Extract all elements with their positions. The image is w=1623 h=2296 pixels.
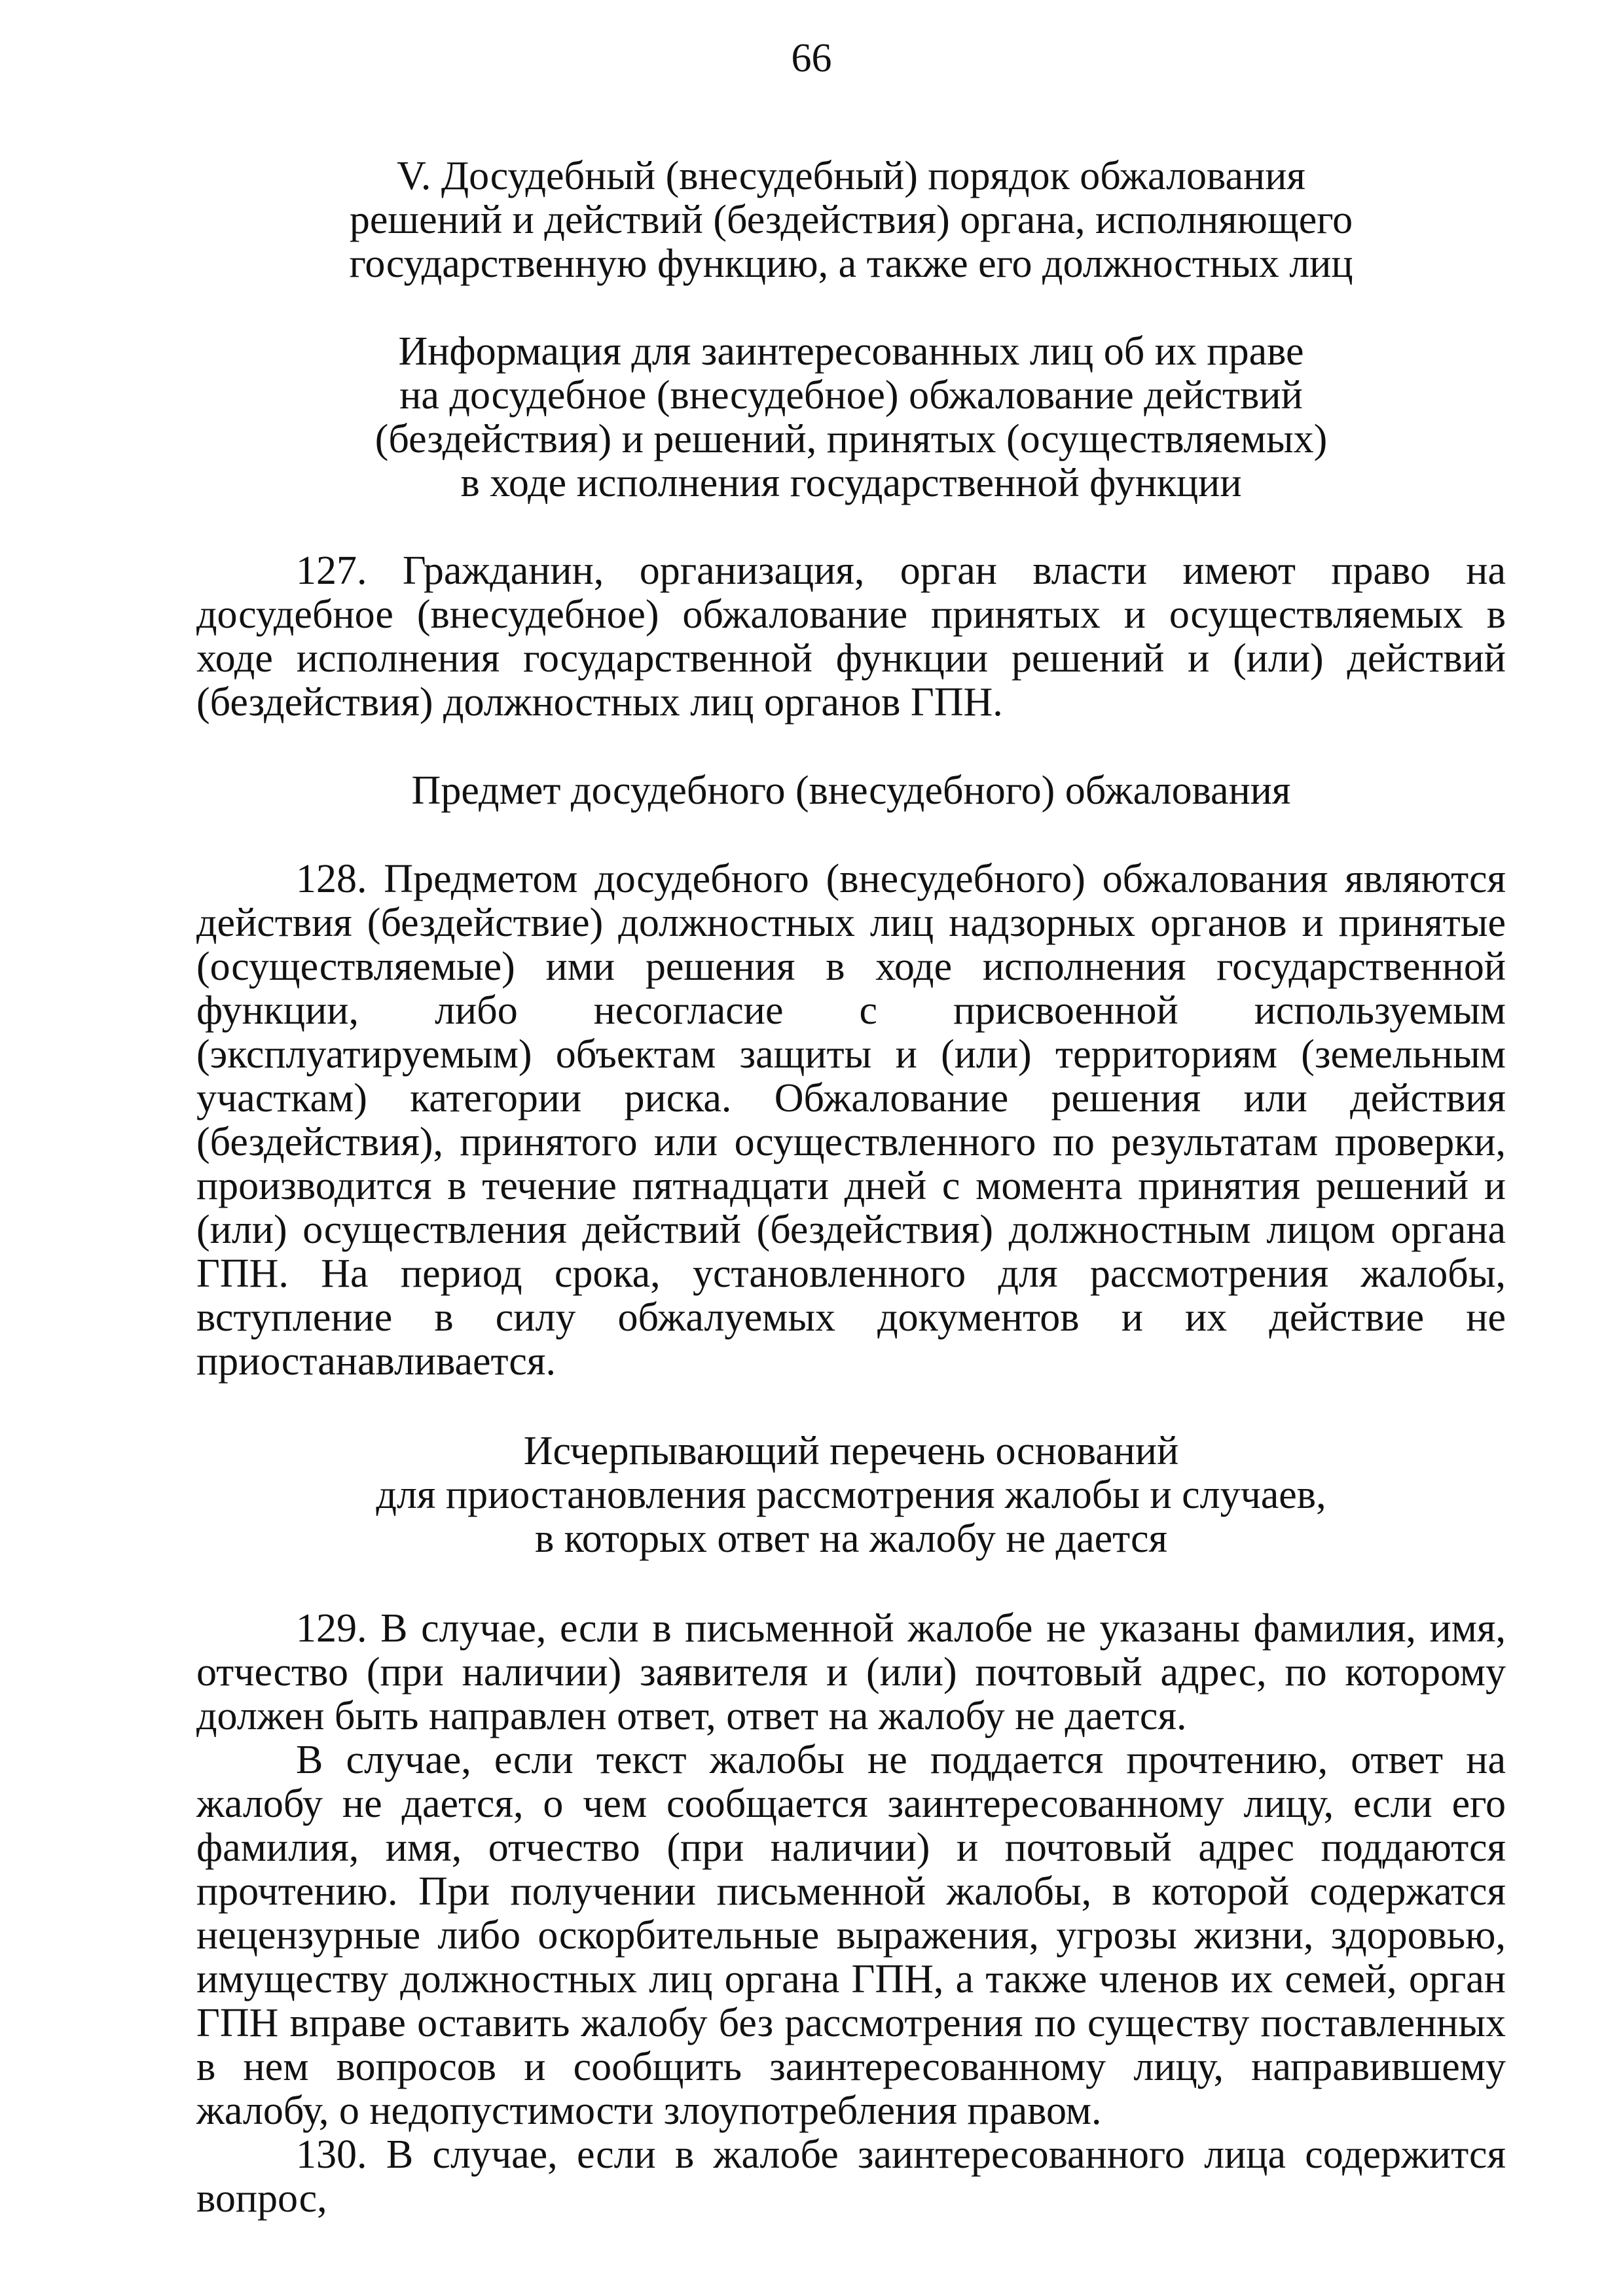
- info-heading-line: (бездействия) и решений, принятых (осуществляемых): [374, 417, 1328, 461]
- page-number: 66: [791, 36, 832, 81]
- info-heading-line: Информация для заинтересованных лиц об их праве: [398, 329, 1304, 374]
- paragraph-127: 127. Гражданин, организация, орган власти имеют право на досудебное (внесудебное) обжалование принятых и осуществляемых в ходе исполнения государственной функции решений и (или) действий (бездействия) должностных лиц органов ГПН.: [196, 548, 1506, 725]
- grounds-heading-line: в которых ответ на жалобу не дается: [534, 1516, 1168, 1561]
- info-heading-line: на досудебное (внесудебное) обжалование действий: [399, 373, 1303, 418]
- paragraph-128: 128. Предметом досудебного (внесудебного) обжалования являются действия (бездействие) должностных лиц надзорных органов и принятые (осуществляемые) ими решения в ходе исполнения государственной функции, либо несогласие с присвоенной используемым (эксплуатируемым) объектам защиты и (или) территориям (земельным участкам) категории риска. Обжалование решения или действия (бездействия), принятого или осуществленного по результатам проверки, производится в течение пятнадцати дней с момента принятия решений и (или) осуществления действий (бездействия) должностным лицом органа ГПН. На период срока, установленного для рассмотрения жалобы, вступление в силу обжалуемых документов и их действие не приостанавливается.: [196, 857, 1506, 1384]
- paragraph-130: 130. В случае, если в жалобе заинтересованного лица содержится вопрос,: [196, 2132, 1506, 2221]
- document-body: [196, 154, 1506, 2221]
- section-heading-line: государственную функцию, а также его должностных лиц: [349, 242, 1353, 286]
- section-heading-line: решений и действий (бездействия) органа, исполняющего: [349, 198, 1353, 242]
- grounds-heading-line: для приостановления рассмотрения жалобы и случаев,: [376, 1473, 1326, 1517]
- paragraph-129: 129. В случае, если в письменной жалобе не указаны фамилия, имя, отчество (при наличии) заявителя и (или) почтовый адрес, по которому должен быть направлен ответ, ответ на жалобу не дается.: [196, 1606, 1506, 1738]
- grounds-heading-line: Исчерпывающий перечень оснований: [523, 1429, 1179, 1473]
- section-heading-line: V. Досудебный (внесудебный) порядок обжалования: [397, 154, 1305, 198]
- section-heading: [196, 154, 1506, 286]
- info-heading-line: в ходе исполнения государственной функции: [460, 461, 1242, 505]
- subject-heading: [196, 769, 1506, 813]
- subject-heading-line: Предмет досудебного (внесудебного) обжалования: [411, 768, 1291, 813]
- grounds-heading: [196, 1429, 1506, 1561]
- info-heading: [196, 330, 1506, 505]
- paragraph-129-continued: В случае, если текст жалобы не поддается прочтению, ответ на жалобу не дается, о чем сообщается заинтересованному лицу, если его фамилия, имя, отчество (при наличии) и почтовый адрес поддаются прочтению. При получении письменной жалобы, в которой содержатся нецензурные либо оскорбительные выражения, угрозы жизни, здоровью, имуществу должностных лиц органа ГПН, а также членов их семей, орган ГПН вправе оставить жалобу без рассмотрения по существу поставленных в нем вопросов и сообщить заинтересованному лицу, направившему жалобу, о недопустимости злоупотребления правом.: [196, 1738, 1506, 2133]
